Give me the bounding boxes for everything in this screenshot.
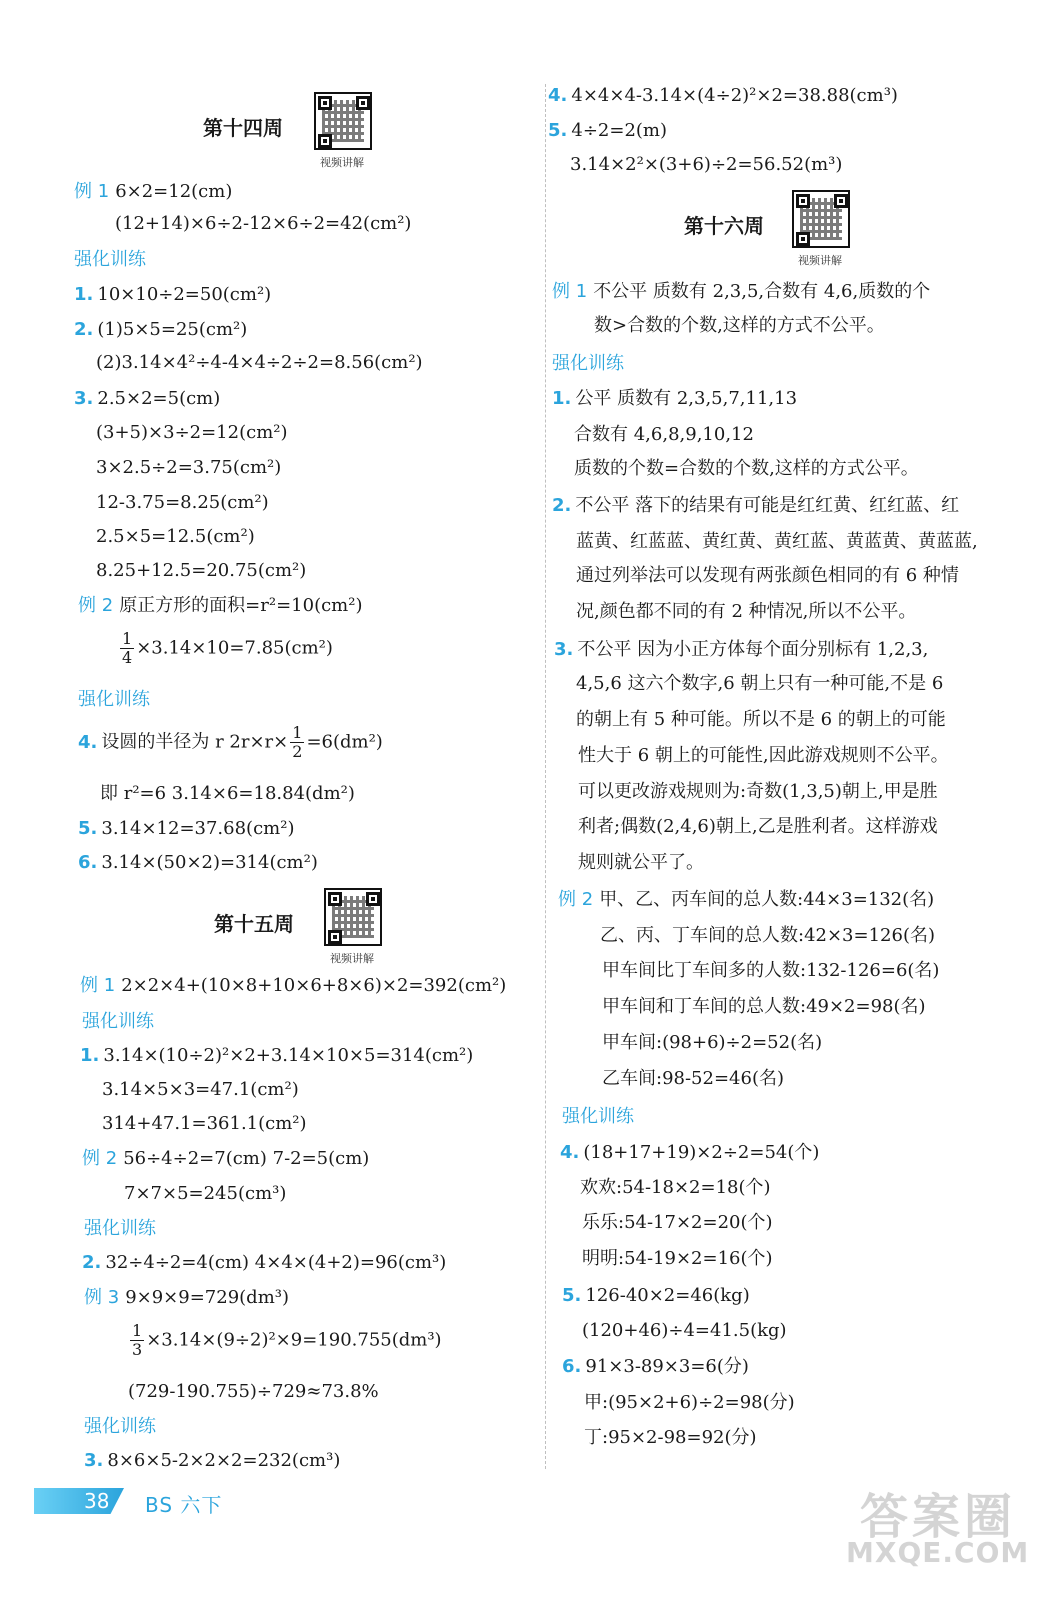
answer-line [578, 815, 938, 839]
answer-text: 原正方形的面积=r²=10(cm²) [119, 595, 363, 616]
answer-line [96, 559, 306, 583]
answer-line [115, 212, 411, 236]
answer-text: 可以更改游戏规则为:奇数(1,3,5)朝上,甲是胜 [578, 781, 938, 802]
page-number: 38 [84, 1489, 110, 1513]
answer-line [562, 1284, 750, 1308]
answer-line [80, 974, 506, 998]
page-number-badge [34, 1488, 124, 1514]
answer-text: 欢欢:54-18×2=18(个) [580, 1177, 771, 1198]
answer-line [562, 1105, 640, 1129]
section-label: 强化训练 [82, 1011, 154, 1032]
answer-text: (12+14)×6÷2-12×6÷2=42(cm²) [115, 213, 412, 234]
answer-line [96, 351, 423, 375]
answer-text: 56÷4÷2=7(cm) 7-2=5(cm) [123, 1148, 370, 1169]
fraction [290, 724, 304, 761]
answer-text: 126-40×2=46(kg) [585, 1285, 750, 1306]
answer-text: 丁:95×2-98=92(分) [584, 1427, 757, 1448]
answer-text: 8×6×5-2×2×2=232(cm³) [107, 1450, 341, 1471]
answer-line [552, 494, 959, 518]
answer-text: 6×2=12(cm) [115, 181, 233, 202]
answer-line [84, 1449, 340, 1473]
answer-line [548, 119, 667, 143]
answer-text: 通过列举法可以发现有两张颜色相同的有 6 种情 [576, 565, 959, 586]
question-number: 3. [74, 388, 94, 409]
answer-line [560, 1141, 819, 1165]
answer-text: 乙车间:98-52=46(名) [602, 1068, 784, 1089]
watermark-logo [840, 1478, 1040, 1578]
answer-text: 3.14×(50×2)=314(cm²) [101, 852, 318, 873]
answer-text: 的朝上有 5 种可能。所以不是 6 的朝上的可能 [576, 709, 946, 730]
answer-line [602, 995, 926, 1019]
question-number: 4. [78, 731, 98, 753]
answer-text: 况,颜色都不同的有 2 种情况,所以不公平。 [576, 601, 917, 622]
answer-line [74, 283, 271, 307]
section-label: 强化训练 [78, 689, 150, 710]
answer-line [552, 387, 797, 411]
answer-line [602, 959, 939, 983]
fraction-denominator: 4 [122, 648, 133, 667]
answer-text: 合数有 4,6,8,9,10,12 [574, 424, 754, 445]
fraction-numerator: 1 [292, 723, 303, 742]
watermark-text: 答案圈 [860, 1489, 1017, 1545]
answer-line [96, 456, 281, 480]
video-explanation-label: 视频讲解 [798, 254, 842, 267]
qr-finder-pattern [318, 96, 332, 110]
answer-text: ×3.14×10=7.85(cm²) [136, 637, 333, 659]
section-label: 强化训练 [562, 1106, 634, 1127]
answer-line [78, 851, 318, 875]
answer-line [576, 708, 946, 732]
example-label: 例 1 [80, 975, 116, 996]
question-number: 5. [548, 120, 568, 141]
section-label: 强化训练 [84, 1218, 156, 1239]
answer-text: 不公平 质数有 2,3,5,合数有 4,6,质数的个 [593, 281, 931, 302]
question-number: 4. [548, 85, 568, 106]
example-label: 例 1 [74, 181, 110, 202]
answer-text: 数>合数的个数,这样的方式不公平。 [594, 315, 885, 336]
answer-line [78, 817, 294, 841]
answer-line [584, 1426, 757, 1450]
answer-line [574, 457, 919, 481]
fraction-line [118, 630, 333, 667]
answer-text: 甲、乙、丙车间的总人数:44×3=132(名) [599, 889, 935, 910]
answer-line [96, 421, 288, 445]
answer-text: 不公平 因为小正方体每个面分别标有 1,2,3, [577, 639, 929, 660]
question-number: 3. [554, 639, 574, 660]
answer-line [96, 491, 269, 515]
question-number: 5. [78, 818, 98, 839]
answer-text: (120+46)÷4=41.5(kg) [582, 1320, 787, 1341]
answer-line [600, 924, 935, 948]
example-label: 例 2 [82, 1148, 118, 1169]
answer-line [576, 672, 943, 696]
answer-text: 12-3.75=8.25(cm²) [96, 492, 269, 513]
qr-finder-pattern [796, 232, 810, 246]
qr-code-icon[interactable] [314, 92, 372, 150]
answer-text: 规则就公平了。 [578, 852, 704, 873]
answer-text: 乐乐:54-17×2=20(个) [582, 1212, 773, 1233]
answer-text: 3×2.5÷2=3.75(cm²) [96, 457, 282, 478]
answer-text: (3+5)×3÷2=12(cm²) [96, 422, 288, 443]
answer-line [594, 314, 885, 338]
example-label: 例 2 [558, 889, 594, 910]
answer-text: (2)3.14×4²÷4-4×4÷2÷2=8.56(cm²) [96, 352, 423, 373]
answer-text: 明明:54-19×2=16(个) [582, 1248, 773, 1269]
example-label: 例 3 [84, 1287, 120, 1308]
fraction-denominator: 2 [292, 742, 303, 761]
qr-finder-pattern [366, 892, 380, 906]
qr-finder-pattern [318, 134, 332, 148]
answer-text: 利者;偶数(2,4,6)朝上,乙是胜利者。这样游戏 [578, 816, 938, 837]
answer-text: 甲:(95×2+6)÷2=98(分) [584, 1392, 795, 1413]
question-number: 1. [80, 1045, 100, 1066]
qr-finder-pattern [796, 194, 810, 208]
qr-finder-pattern [834, 194, 848, 208]
question-number: 5. [562, 1285, 582, 1306]
answer-text: 乙、丙、丁车间的总人数:42×3=126(名) [600, 925, 935, 946]
section-label: 强化训练 [552, 353, 624, 374]
answer-line [578, 744, 949, 768]
answer-line [554, 638, 928, 662]
answer-line [96, 525, 255, 549]
answer-text: 2.5×2=5(cm) [97, 388, 221, 409]
answer-line [74, 387, 220, 411]
answer-line [74, 180, 232, 204]
answer-text: (18+17+19)×2÷2=54(个) [583, 1142, 820, 1163]
watermark-url: MXQE.COM [846, 1536, 1030, 1569]
answer-line [576, 600, 916, 624]
answer-text: 3.14×12=37.68(cm²) [101, 818, 295, 839]
answer-line [602, 1031, 822, 1055]
fraction-line [78, 724, 383, 761]
fraction-numerator: 1 [122, 629, 133, 648]
answer-line [124, 1182, 286, 1206]
week-title: 第十五周 [214, 912, 294, 936]
answer-line [74, 248, 152, 272]
answer-text: 蓝黄、红蓝蓝、黄红黄、黄红蓝、黄蓝黄、黄蓝蓝, [576, 531, 978, 552]
answer-line [100, 782, 355, 806]
answer-text: 91×3-89×3=6(分) [585, 1356, 749, 1377]
answer-text: 4÷2=2(m) [571, 120, 668, 141]
question-number: 2. [552, 495, 572, 516]
answer-text: 3.14×(10÷2)²×2+3.14×10×5=314(cm²) [103, 1045, 474, 1066]
fraction-numerator: 1 [132, 1321, 143, 1340]
answer-line [102, 1112, 307, 1136]
fraction [130, 1322, 144, 1359]
answer-text: 314+47.1=361.1(cm²) [102, 1113, 307, 1134]
section-label: 强化训练 [84, 1416, 156, 1437]
edition-label: BS 六下 [145, 1493, 223, 1517]
answer-text: 设圆的半径为 r 2r×r× [101, 731, 289, 753]
week-title: 第十六周 [684, 214, 764, 238]
answer-text: (729-190.755)÷729≈73.8% [128, 1381, 379, 1402]
answer-text: 3.14×2²×(3+6)÷2=56.52(m³) [570, 154, 843, 175]
answer-text: 8.25+12.5=20.75(cm²) [96, 560, 307, 581]
question-number: 2. [82, 1252, 102, 1273]
answer-text: 3.14×5×3=47.1(cm²) [102, 1079, 299, 1100]
answer-line [582, 1319, 787, 1343]
example-label: 例 1 [552, 281, 588, 302]
answer-line [582, 1247, 773, 1271]
answer-text: 10×10÷2=50(cm²) [97, 284, 272, 305]
question-number: 6. [78, 852, 98, 873]
answer-text: =6(dm²) [306, 731, 383, 753]
answer-line [82, 1251, 446, 1275]
answer-text: 不公平 落下的结果有可能是红红黄、红红蓝、红 [575, 495, 960, 516]
answer-line [80, 1044, 473, 1068]
answer-line [574, 423, 754, 447]
answer-text: (1)5×5=25(cm²) [97, 319, 248, 340]
answer-line [84, 1217, 162, 1241]
answer-text: 甲车间比丁车间多的人数:132-126=6(名) [602, 960, 940, 981]
question-number: 6. [562, 1356, 582, 1377]
qr-finder-pattern [356, 96, 370, 110]
week-title: 第十四周 [203, 116, 283, 140]
answer-text: 4×4×4-3.14×(4÷2)²×2=38.88(cm³) [571, 85, 898, 106]
fraction-denominator: 3 [132, 1340, 143, 1359]
question-number: 4. [560, 1142, 580, 1163]
answer-text: 2.5×5=12.5(cm²) [96, 526, 255, 547]
answer-line [82, 1147, 369, 1171]
answer-text: 质数的个数=合数的个数,这样的方式公平。 [574, 458, 919, 479]
answer-line [552, 352, 630, 376]
fraction [120, 630, 134, 667]
answer-line [584, 1391, 795, 1415]
answer-text: 甲车间和丁车间的总人数:49×2=98(名) [602, 996, 926, 1017]
answer-text: 4,5,6 这六个数字,6 朝上只有一种可能,不是 6 [576, 673, 944, 694]
answer-line [552, 280, 930, 304]
answer-line [570, 153, 842, 177]
question-number: 1. [74, 284, 94, 305]
answer-line [84, 1286, 289, 1310]
answer-line [578, 780, 938, 804]
answer-line [562, 1355, 749, 1379]
answer-line [580, 1176, 771, 1200]
answer-line [576, 564, 959, 588]
answer-line [602, 1067, 784, 1091]
answer-line [84, 1415, 162, 1439]
video-explanation-label: 视频讲解 [320, 156, 364, 169]
question-number: 3. [84, 1450, 104, 1471]
answer-line [578, 851, 704, 875]
answer-line [102, 1078, 299, 1102]
video-explanation-label: 视频讲解 [330, 952, 374, 965]
answer-text: 2×2×4+(10×8+10×6+8×6)×2=392(cm²) [121, 975, 507, 996]
answer-line [576, 530, 978, 554]
answer-line [128, 1380, 379, 1404]
example-label: 例 2 [78, 595, 114, 616]
answer-text: 性大于 6 朝上的可能性,因此游戏规则不公平。 [578, 745, 949, 766]
qr-code-icon[interactable] [324, 888, 382, 946]
qr-finder-pattern [328, 892, 342, 906]
answer-text: 公平 质数有 2,3,5,7,11,13 [575, 388, 798, 409]
answer-line [582, 1211, 773, 1235]
answer-line [78, 594, 363, 618]
answer-line [82, 1010, 160, 1034]
fraction-line [128, 1322, 442, 1359]
answer-text: ×3.14×(9÷2)²×9=190.755(dm³) [146, 1329, 442, 1351]
qr-finder-pattern [328, 930, 342, 944]
section-label: 强化训练 [74, 249, 146, 270]
question-number: 2. [74, 319, 94, 340]
answer-line [548, 84, 898, 108]
column-divider [545, 84, 546, 1469]
answer-text: 7×7×5=245(cm³) [124, 1183, 287, 1204]
answer-line [74, 318, 247, 342]
answer-text: 32÷4÷2=4(cm) 4×4×(4+2)=96(cm³) [105, 1252, 447, 1273]
answer-line [558, 888, 934, 912]
answer-text: 9×9×9=729(dm³) [125, 1287, 289, 1308]
question-number: 1. [552, 388, 572, 409]
answer-text: 甲车间:(98+6)÷2=52(名) [602, 1032, 823, 1053]
answer-text: 即 r²=6 3.14×6=18.84(dm²) [100, 783, 355, 804]
qr-code-icon[interactable] [792, 190, 850, 248]
